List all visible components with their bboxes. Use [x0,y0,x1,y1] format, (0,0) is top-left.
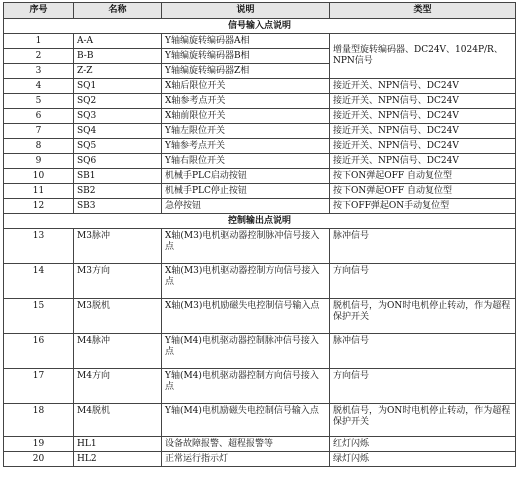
row-index: 12 [4,199,74,214]
row-index: 6 [4,109,74,124]
row-index: 13 [4,229,74,264]
row-index: 15 [4,299,74,334]
row-desc: Y轴(M4)电机驱动器控制方向信号接入点 [162,369,330,404]
row-desc: 机械手PLC停止按钮 [162,184,330,199]
table-row [4,169,516,184]
table-row [4,94,516,109]
row-index: 11 [4,184,74,199]
row-name: SQ2 [74,94,162,109]
table-row [4,452,516,467]
io-table [3,2,516,467]
row-desc: 设备故障报警、超程报警等 [162,437,330,452]
row-index: 7 [4,124,74,139]
section-row [4,214,516,229]
table-row [4,299,516,334]
row-name: M3脉冲 [74,229,162,264]
row-name: A-A [74,34,162,49]
row-index: 14 [4,264,74,299]
table-body [4,19,516,467]
row-index: 16 [4,334,74,369]
row-type: 按下OFF弹起ON手动复位型 [330,199,516,214]
row-index: 4 [4,79,74,94]
row-name: M4脱机 [74,404,162,437]
row-type: 脱机信号，为ON时电机停止转动，作为超程保护开关 [330,299,516,334]
row-name: M4脉冲 [74,334,162,369]
row-type: 接近开关、NPN信号、DC24V [330,79,516,94]
row-desc: 急停按钮 [162,199,330,214]
row-name: HL1 [74,437,162,452]
table-row [4,34,516,49]
table-row [4,184,516,199]
table-row [4,199,516,214]
section-row [4,19,516,34]
row-desc: X轴(M3)电机驱动器控制方向信号接入点 [162,264,330,299]
row-desc: Y轴编旋转编码器B相 [162,49,330,64]
row-desc: X轴(M3)电机励磁失电控制信号输入点 [162,299,330,334]
row-type: 绿灯闪烁 [330,452,516,467]
row-desc: X轴(M3)电机驱动器控制脉冲信号接入点 [162,229,330,264]
header-name: 名称 [74,3,162,19]
row-type: 按下ON弹起OFF 自动复位型 [330,169,516,184]
header-type: 类型 [330,3,516,19]
row-type: 脱机信号，为ON时电机停止转动，作为超程保护开关 [330,404,516,437]
section-title-outputs: 控制输出点说明 [4,214,516,229]
table-row [4,264,516,299]
row-index: 17 [4,369,74,404]
table-row [4,229,516,264]
row-desc: Y轴(M4)电机励磁失电控制信号输入点 [162,404,330,437]
row-type: 按下ON弹起OFF 自动复位型 [330,184,516,199]
row-type: 接近开关、NPN信号、DC24V [330,109,516,124]
table-row [4,404,516,437]
row-desc: Y轴参考点开关 [162,139,330,154]
row-index: 8 [4,139,74,154]
row-index: 5 [4,94,74,109]
table-row [4,109,516,124]
row-type: 方向信号 [330,369,516,404]
row-type: 脉冲信号 [330,334,516,369]
row-desc: 机械手PLC启动按钮 [162,169,330,184]
row-name: B-B [74,49,162,64]
row-index: 3 [4,64,74,79]
row-type: 接近开关、NPN信号、DC24V [330,154,516,169]
row-name: SB1 [74,169,162,184]
row-desc: 正常运行指示灯 [162,452,330,467]
header-index: 序号 [4,3,74,19]
table-row [4,124,516,139]
row-type: 脉冲信号 [330,229,516,264]
row-desc: Y轴右限位开关 [162,154,330,169]
row-name: M4方向 [74,369,162,404]
section-title-inputs: 信号输入点说明 [4,19,516,34]
row-name: SB2 [74,184,162,199]
row-index: 19 [4,437,74,452]
row-type: 接近开关、NPN信号、DC24V [330,139,516,154]
row-index: 9 [4,154,74,169]
table-row [4,79,516,94]
row-name: SQ1 [74,79,162,94]
table-row [4,334,516,369]
row-desc: Y轴(M4)电机驱动器控制脉冲信号接入点 [162,334,330,369]
row-desc: X轴参考点开关 [162,94,330,109]
row-type: 红灯闪烁 [330,437,516,452]
row-index: 10 [4,169,74,184]
row-desc: Y轴编旋转编码器Z相 [162,64,330,79]
row-type: 接近开关、NPN信号、DC24V [330,94,516,109]
row-type: 方向信号 [330,264,516,299]
row-name: SQ3 [74,109,162,124]
header-row [4,3,516,19]
row-desc: X轴后限位开关 [162,79,330,94]
row-index: 2 [4,49,74,64]
header-desc: 说明 [162,3,330,19]
row-desc: Y轴左限位开关 [162,124,330,139]
row-name: M3方向 [74,264,162,299]
table-row [4,369,516,404]
row-desc: Y轴编旋转编码器A相 [162,34,330,49]
row-type: 接近开关、NPN信号、DC24V [330,124,516,139]
row-desc: X轴前限位开关 [162,109,330,124]
row-name: SQ6 [74,154,162,169]
row-name: HL2 [74,452,162,467]
table-row [4,154,516,169]
row-index: 18 [4,404,74,437]
row-name: SQ4 [74,124,162,139]
row-index: 1 [4,34,74,49]
row-name: SQ5 [74,139,162,154]
row-index: 20 [4,452,74,467]
row-name: M3脱机 [74,299,162,334]
table-row [4,437,516,452]
table-row [4,139,516,154]
row-name: Z-Z [74,64,162,79]
encoder-type: 增量型旋转编码器、DC24V、1024P/R、NPN信号 [330,34,516,79]
row-name: SB3 [74,199,162,214]
